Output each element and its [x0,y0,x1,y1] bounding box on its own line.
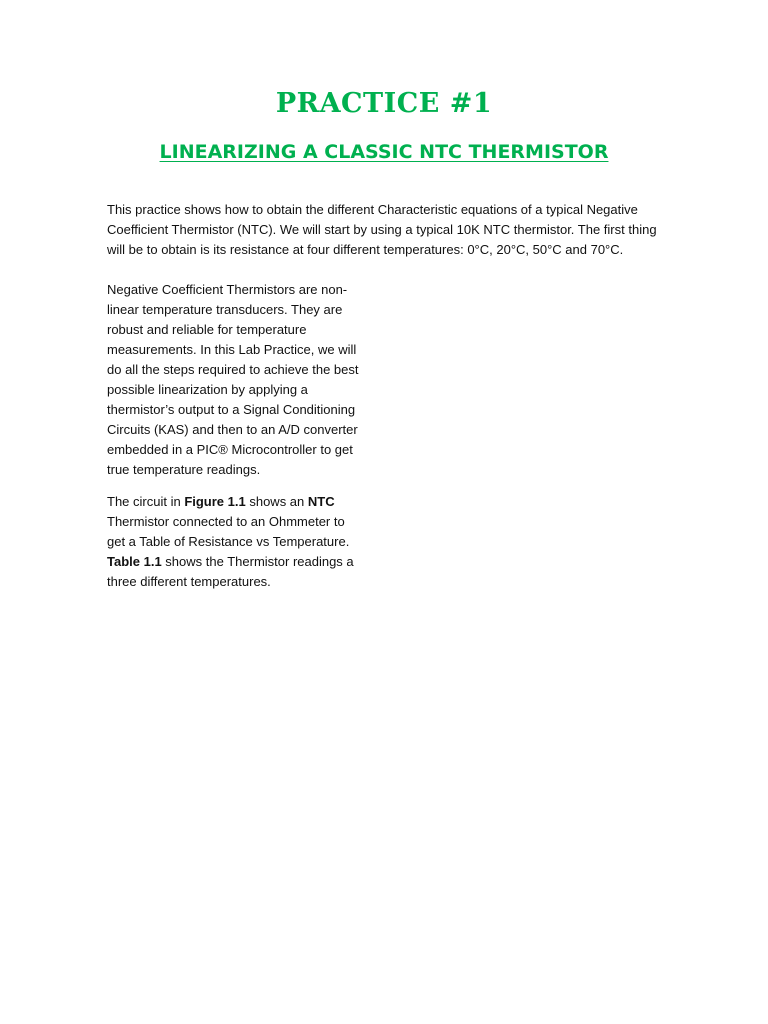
table-reference: Table 1.1 [107,554,162,569]
body-paragraph-circuit-description [107,492,365,592]
text-run: shows an [245,494,308,509]
page-title: PRACTICE #1 [275,88,493,119]
ntc-term: NTC [307,494,335,509]
text-run: The circuit in [107,494,185,509]
text-run: shows the Thermistor readings a three different temperatures. [107,554,354,589]
text-run: Thermistor connected to an Ohmmeter to get a Table of Resistance vs Temperature. [107,514,350,549]
figure-reference: Figure 1.1 [184,494,246,509]
body-paragraph-ntc-description: Negative Coefficient Thermistors are non-linear temperature transducers. They are robust and reliable for temperature measurements. In this Lab Practice, we will do all the steps required to achieve the best possible linearization by applying a thermistor’s output to a Signal Conditioning Circuits (KAS) and then to an A/D converter embedded in a PIC® Microcontroller to get true temperature readings. [107,282,359,477]
page-subtitle: LINEARIZING A CLASSIC NTC THERMISTOR [159,141,609,163]
intro-paragraph: This practice shows how to obtain the different Characteristic equations of a typical Negative Coefficient Thermistor (NTC). We will start by using a typical 10K NTC thermistor. The first thing will be to obtain is its resistance at four different temperatures: 0°C, 20°C, 50°C and 70°C. [107,202,657,257]
